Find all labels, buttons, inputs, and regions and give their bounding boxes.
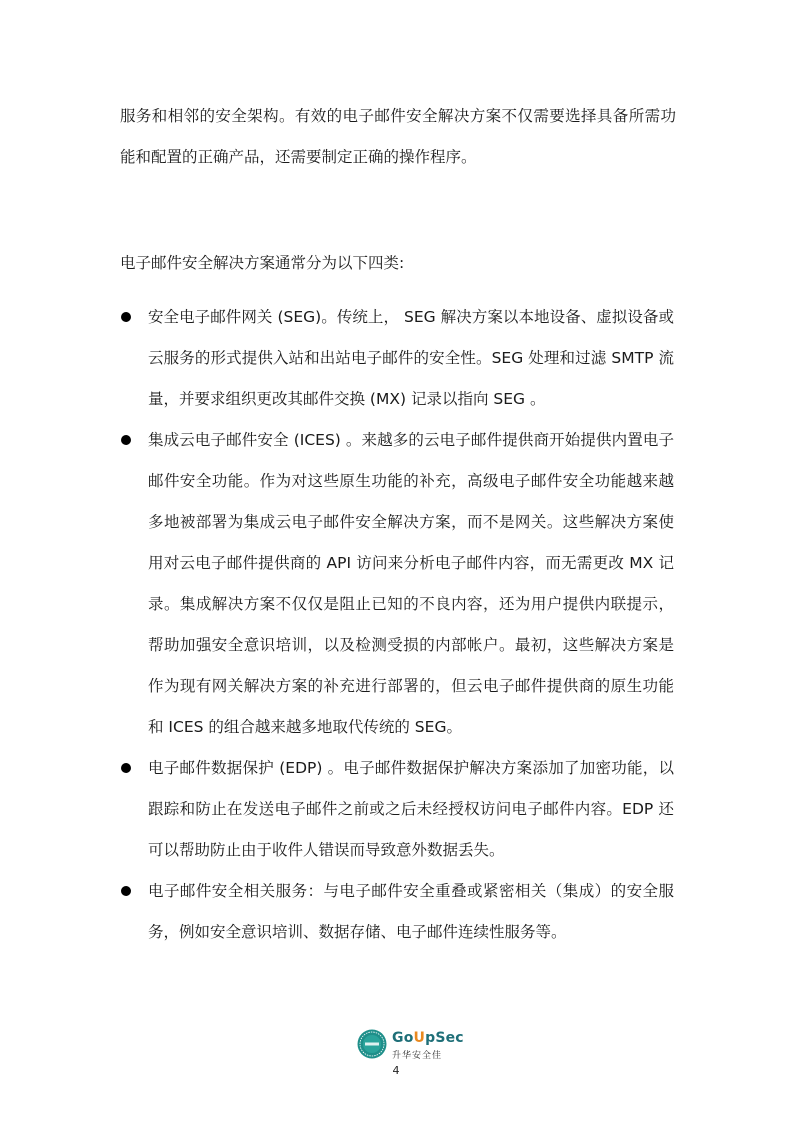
bullet-icon [121,312,131,322]
goupsec-logo-icon [357,1029,387,1059]
bullet-icon [121,763,131,773]
list-item-ices [0,420,793,748]
lead-paragraph: 电子邮件安全解决方案通常分为以下四类: [120,254,405,272]
list-item-edp [0,748,793,871]
list-item-seg [0,297,793,420]
list-item-text: 安全电子邮件网关 (SEG)。传统上， SEG 解决方案以本地设备、虚拟设备或云服务的形式提供入站和出站电子邮件的安全性。SEG 处理和过滤 SMTP 流量，并要求组织更改其邮件交换 (MX) 记录以指向 SEG 。 [148,308,674,408]
category-list [0,297,793,953]
list-item-text: 电子邮件数据保护 (EDP) 。电子邮件数据保护解决方案添加了加密功能，以跟踪和防止在发送电子邮件之前或之后未经授权访问电子邮件内容。EDP 还可以帮助防止由于收件人错误而导致意外数据丢失。 [148,759,674,859]
bullet-icon [121,435,131,445]
logo-subtitle: 升华安全佳 [392,1051,443,1061]
list-item-text: 电子邮件安全相关服务：与电子邮件安全重叠或紧密相关（集成）的安全服务，例如安全意识培训、数据存储、电子邮件连续性服务等。 [148,882,674,941]
bullet-icon [121,886,131,896]
list-item-text: 集成云电子邮件安全 (ICES) 。来越多的云电子邮件提供商开始提供内置电子邮件安全功能。作为对这些原生功能的补充，高级电子邮件安全功能越来越多地被部署为集成云电子邮件安全解决方案，而不是网关。这些解决方案使用对云电子邮件提供商的 API 访问来分析电子邮件内容，而无需更改 MX 记录。集成解决方案不仅仅是阻止已知的不良内容，还为用户提供内联提示，帮助加强安全意识培训，以及检测受损的内部帐户。最初，这些解决方案是作为现有网关解决方案的补充进行部署的，但云电子邮件提供商的原生功能和 ICES 的组合越来越多地取代传统的 SEG。 [148,431,674,736]
list-item-related-services [0,871,793,953]
footer-logo [357,1027,467,1067]
intro-paragraph: 服务和相邻的安全架构。有效的电子邮件安全解决方案不仅需要选择具备所需功能和配置的正确产品，还需要制定正确的操作程序。 [120,107,676,166]
logo-wordmark: GoUpSec [392,1030,464,1046]
page-number: 4 [392,1064,400,1077]
